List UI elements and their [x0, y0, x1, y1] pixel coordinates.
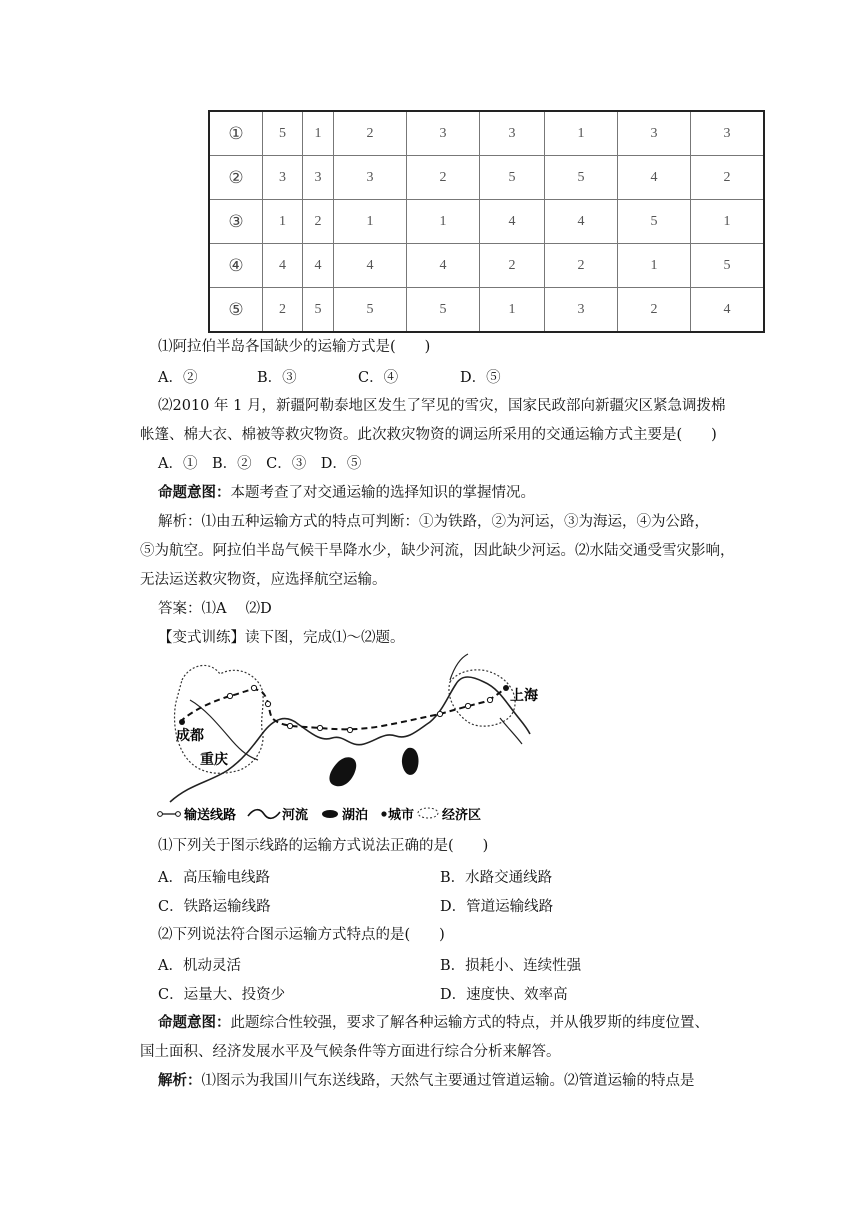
city-shanghai-marker: [503, 685, 509, 691]
table-cell: 3: [545, 288, 618, 333]
table-cell: 3: [691, 111, 765, 156]
q3-option-b: B．水路交通线路: [440, 870, 553, 886]
table-cell: 2: [303, 200, 334, 244]
legend-route: 输送线路: [184, 808, 237, 823]
table-row: [209, 288, 764, 333]
q2-stem-line1: ⑵2010 年 1 月，新疆阿勒泰地区发生了罕见的雪灾，国家民政部向新疆灾区紧急调拨棉: [158, 398, 726, 414]
q4-option-c: C．运量大、投资少: [158, 987, 286, 1003]
q4-stem: ⑵下列说法符合图示运输方式特点的是( ): [158, 927, 445, 943]
answer-1: 答案：⑴A ⑵D: [158, 601, 272, 617]
row-label: ①: [209, 111, 263, 156]
intent-1-label: 命题意图：: [158, 484, 231, 501]
table-cell: 3: [334, 156, 407, 200]
table-cell: 4: [407, 244, 480, 288]
analysis-1-line2: ⑤为航空。阿拉伯半岛气候干旱降水少，缺少河流，因此缺少河运。⑵水陆交通受雪灾影响，: [140, 543, 735, 559]
analysis-1-line3: 无法运送救灾物资，应选择航空运输。: [140, 572, 387, 588]
table-row: [209, 156, 764, 200]
analysis-2-label: 解析：: [158, 1072, 202, 1089]
variant-heading: 【变式训练】读下图，完成⑴～⑵题。: [158, 630, 405, 646]
q4-option-d: D．速度快、效率高: [440, 987, 568, 1003]
table-cell: 5: [334, 288, 407, 333]
q2-stem-line2: 帐篷、棉大衣、棉被等救灾物资。此次救灾物资的调运所采用的交通运输方式主要是( ): [140, 427, 717, 443]
table-cell: 4: [618, 156, 691, 200]
table-cell: 5: [407, 288, 480, 333]
table-cell: 5: [691, 244, 765, 288]
table-cell: 4: [303, 244, 334, 288]
table-cell: 1: [545, 111, 618, 156]
q4-option-b: B．损耗小、连续性强: [440, 958, 582, 974]
table-cell: 3: [263, 156, 303, 200]
table-cell: 4: [480, 200, 545, 244]
river-north: [450, 654, 468, 680]
q3-stem: ⑴下列关于图示线路的运输方式说法正确的是( ): [158, 838, 489, 854]
q3-option-a: A．高压输电线路: [158, 870, 270, 886]
table-cell: 2: [263, 288, 303, 333]
table-cell: 1: [263, 200, 303, 244]
legend-zone: 经济区: [442, 808, 482, 823]
table-cell: 4: [545, 200, 618, 244]
table-cell: 3: [303, 156, 334, 200]
table-cell: 4: [691, 288, 765, 333]
table-cell: 4: [334, 244, 407, 288]
table-cell: 2: [334, 111, 407, 156]
map-legend: [158, 807, 481, 823]
table-cell: 3: [480, 111, 545, 156]
intent-2-line1: [158, 1013, 709, 1033]
river-east-branch: [500, 718, 522, 744]
q1-option-b: B．③: [257, 370, 297, 386]
lake-poyang: [402, 748, 419, 775]
table-cell: 2: [618, 288, 691, 333]
table-cell: 2: [407, 156, 480, 200]
intent-1-text: 本题考查了对交通运输的选择知识的掌握情况。: [230, 485, 535, 501]
table-cell: 2: [691, 156, 765, 200]
intent-2-label: 命题意图：: [158, 1014, 231, 1031]
q1-option-a: A．②: [158, 370, 198, 386]
table-cell: 1: [407, 200, 480, 244]
analysis-2-text: ⑴图示为我国川气东送线路，天然气主要通过管道运输。⑵管道运输的特点是: [201, 1073, 695, 1089]
q1-stem: ⑴阿拉伯半岛各国缺少的运输方式是( ): [158, 339, 431, 355]
analysis-2: [158, 1071, 695, 1091]
table-cell: 3: [407, 111, 480, 156]
row-label: ③: [209, 200, 263, 244]
table-cell: 1: [334, 200, 407, 244]
label-shanghai: 上海: [510, 688, 538, 704]
table-cell: 5: [480, 156, 545, 200]
table-cell: 5: [303, 288, 334, 333]
table-row: [209, 200, 764, 244]
analysis-1-text1: ⑴由五种运输方式的特点可判断：①为铁路，②为河运，③为海运，④为公路，: [201, 514, 709, 530]
legend-lake: 湖泊: [342, 808, 369, 823]
label-chengdu: 成都: [176, 728, 204, 744]
q2-options: A．① B．② C．③ D．⑤: [158, 456, 362, 472]
label-chongqing: 重庆: [200, 752, 228, 768]
intent-2-text1: 此题综合性较强，要求了解各种运输方式的特点，并从俄罗斯的纬度位置、: [230, 1015, 709, 1031]
table-cell: 3: [618, 111, 691, 156]
table-cell: 1: [303, 111, 334, 156]
q1-option-d: D．⑤: [460, 370, 501, 386]
pipeline-route-map: [150, 652, 560, 832]
table-cell: 5: [545, 156, 618, 200]
analysis-1-label: 解析：: [158, 514, 202, 530]
table-cell: 2: [480, 244, 545, 288]
q1-option-c: C．④: [358, 370, 399, 386]
table-cell: 1: [618, 244, 691, 288]
lake-dongting: [329, 757, 356, 786]
economic-zone-east: [449, 670, 515, 726]
table-row: [209, 111, 764, 156]
city-chengdu-marker: [179, 719, 185, 725]
analysis-1-line1: [158, 512, 709, 532]
legend-river: 河流: [282, 808, 309, 823]
row-label: ②: [209, 156, 263, 200]
table-cell: 1: [691, 200, 765, 244]
intent-2-line2: 国土面积、经济发展水平及气候条件等方面进行综合分析来解答。: [140, 1044, 561, 1060]
row-label: ⑤: [209, 288, 263, 333]
transport-score-table: [208, 110, 765, 333]
intent-1: [158, 483, 535, 503]
table-cell: 1: [480, 288, 545, 333]
table-cell: 2: [545, 244, 618, 288]
table-row: [209, 244, 764, 288]
table-cell: 5: [618, 200, 691, 244]
river-main: [170, 677, 530, 802]
legend-city: 城市: [388, 808, 415, 823]
table-cell: 5: [263, 111, 303, 156]
q3-option-c: C．铁路运输线路: [158, 899, 271, 915]
q3-option-d: D．管道运输线路: [440, 899, 554, 915]
table-cell: 4: [263, 244, 303, 288]
row-label: ④: [209, 244, 263, 288]
q4-option-a: A．机动灵活: [158, 958, 241, 974]
